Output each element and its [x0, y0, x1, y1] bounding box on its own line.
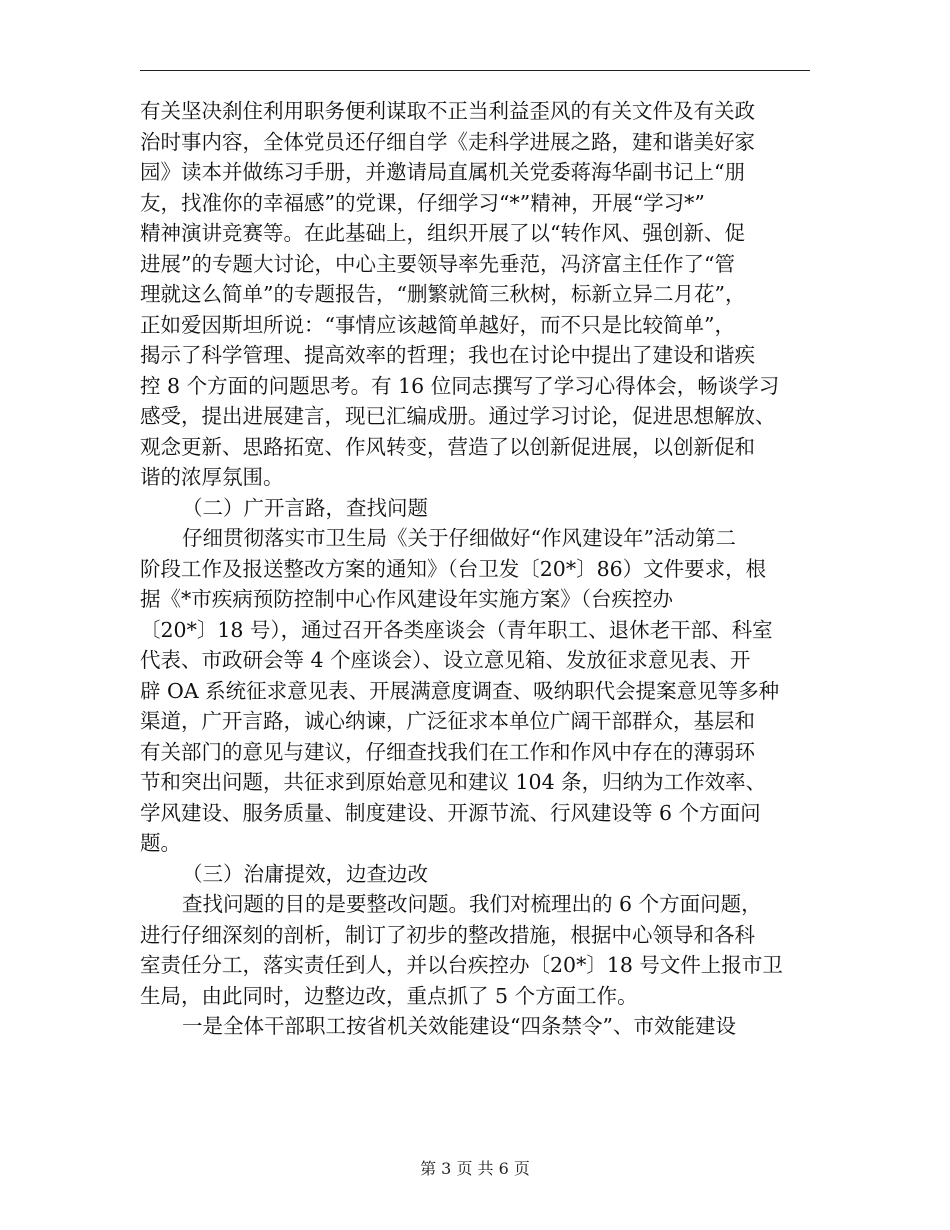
- text-line: 谐的浓厚氛围。: [140, 465, 284, 489]
- text-line: 阶段工作及报送整改方案的通知》（台卫发〔20*〕86）文件要求，根: [140, 556, 767, 581]
- text-line: 理就这么简单”的专题报告，“删繁就简三秋树，标新立异二月花”，: [140, 282, 746, 306]
- text-line: 正如爱因斯坦所说：“事情应该越简单越好，而不只是比较简单”，: [140, 312, 735, 337]
- text-line: 代表、市政研会等 4 个座谈会）、设立意见箱、发放征求意见表、开: [140, 648, 751, 672]
- text-line: 揭示了科学管理、提高效率的哲理；我也在讨论中提出了建设和谐疾: [140, 343, 755, 367]
- paragraph: [140, 523, 812, 859]
- text-line: 有关部门的意见与建议，仔细查找我们在工作和作风中存在的薄弱环: [140, 739, 755, 764]
- text-line: 治时事内容，全体党员还仔细自学《走科学进展之路，建和谐美好家: [140, 129, 755, 154]
- text-line: 渠道，广开言路，诚心纳谏，广泛征求本单位广阔干部群众，基层和: [140, 709, 755, 733]
- text-line: 进展”的专题大讨论，中心主要领导率先垂范，冯济富主任作了“管: [140, 251, 735, 276]
- header-rule: [140, 70, 810, 71]
- text-line: 〔20*〕18 号），通过召开各类座谈会（青年职工、退休老干部、科室: [140, 617, 773, 642]
- text-line: 控 8 个方面的问题思考。有 16 位同志撰写了学习心得体会，畅谈学习: [140, 373, 780, 398]
- text-line: 辟 OA 系统征求意见表、开展满意度调查、吸纳职代会提案意见等多种: [140, 678, 780, 703]
- page-total: 6: [498, 1159, 509, 1178]
- paragraph: [140, 96, 812, 493]
- text-line: 生局，由此同时，边整边改，重点抓了 5 个方面工作。: [140, 983, 638, 1008]
- text-line: 节和突出问题，共征求到原始意见和建议 104 条，归纳为工作效率、: [140, 770, 767, 794]
- text-line: 精神演讲竞赛等。在此基础上，组织开展了以“转作风、强创新、促: [140, 221, 745, 245]
- text-line: 一是全体干部职工按省机关效能建设“四条禁令”、市效能建设: [182, 1014, 736, 1038]
- paragraph: [140, 889, 812, 1011]
- text-line: 查找问题的目的是要整改问题。我们对梳理出的 6 个方面问题，: [182, 892, 762, 916]
- text-line: 学风建设、服务质量、制度建设、开源节流、行风建设等 6 个方面问: [140, 800, 761, 825]
- footer-middle: 页 共: [456, 1159, 494, 1178]
- footer-suffix: 页: [513, 1159, 530, 1178]
- section-heading: [140, 493, 812, 524]
- text-line: 题。: [140, 831, 181, 855]
- page-number: 3: [441, 1159, 452, 1178]
- page-footer: [0, 1156, 950, 1179]
- text-line: 园》读本并做练习手册，并邀请局直属机关党委蒋海华副书记上“朋: [140, 160, 745, 184]
- text-line: 观念更新、思路拓宽、作风转变，营造了以创新促进展，以创新促和: [140, 434, 755, 459]
- paragraph: [140, 1011, 812, 1042]
- text-line: 室责任分工，落实责任到人，并以台疾控办〔20*〕18 号文件上报市卫: [140, 953, 783, 977]
- document-body: [140, 96, 812, 1042]
- text-line: （二）广开言路，查找问题: [182, 495, 428, 520]
- text-line: 有关坚决刹住利用职务便利谋取不正当利益歪风的有关文件及有关政: [140, 99, 755, 123]
- text-line: 仔细贯彻落实市卫生局《关于仔细做好“作风建设年”活动第二: [182, 526, 736, 550]
- text-line: 友，找准你的幸福感”的党课，仔细学习“*”精神，开展“学习*”: [140, 190, 705, 215]
- text-line: 据《*市疾病预防控制中心作风建设年实施方案》（台疾控办: [140, 587, 673, 611]
- text-line: 感受，提出进展建言，现已汇编成册。通过学习讨论，促进思想解放、: [140, 404, 776, 428]
- section-heading: [140, 859, 812, 890]
- footer-prefix: 第: [420, 1159, 437, 1178]
- text-line: 进行仔细深刻的剖析，制订了初步的整改措施，根据中心领导和各科: [140, 922, 755, 947]
- text-line: （三）治庸提效，边查边改: [182, 861, 428, 886]
